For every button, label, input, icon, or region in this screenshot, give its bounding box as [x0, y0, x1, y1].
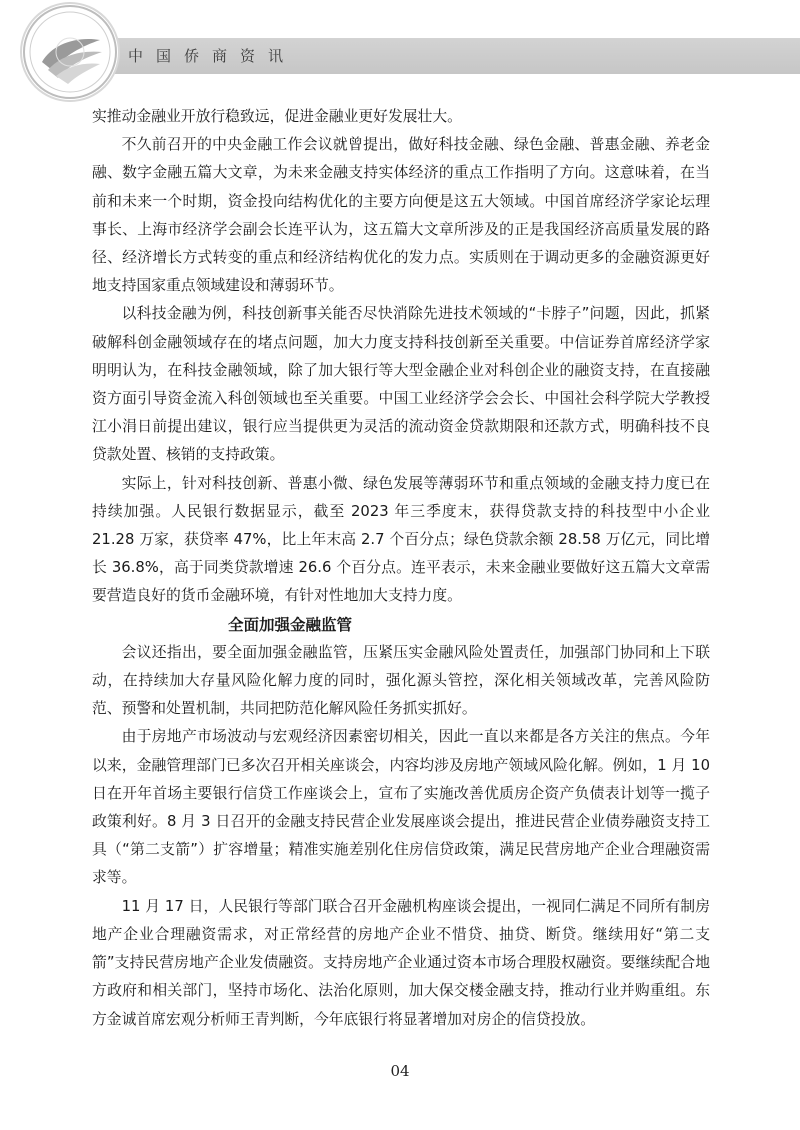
header-title: 中国侨商资讯	[128, 47, 297, 65]
paragraph-continuation: 实推动金融业开放行稳致远，促进金融业更好发展壮大。	[92, 108, 462, 125]
paragraph: 会议还指出，要全面加强金融监管，压紧压实金融风险处置责任，加强部门协同和上下联动，在持续加大存量风险化解力度的同时，强化源头管控，深化相关领域改革，完善风险防范、预警和处置机制，共同把防范化解风险任务抓实抓好。	[92, 643, 710, 718]
article-body	[92, 103, 710, 1034]
page-number: 04	[390, 1062, 410, 1080]
logo-emblem-icon	[22, 4, 118, 100]
section-heading: 全面加强金融监管	[228, 615, 353, 634]
paragraph: 11 月 17 日，人民银行等部门联合召开金融机构座谈会提出，一视同仁满足不同所有制房地产企业合理融资需求，对正常经营的房地产企业不惜贷、抽贷、断贷。继续用好“第二支箭”支持民营房地产企业发债融资。支持房地产企业通过资本市场合理股权融资。要继续配合地方政府和相关部门，坚持市场化、法治化原则，加大保交楼金融支持，推动行业并购重组。东方金诚首席宏观分析师王青判断，今年底银行将显著增加对房企的信贷投放。	[92, 897, 710, 1028]
paragraph: 以科技金融为例，科技创新事关能否尽快消除先进技术领域的“卡脖子”问题，因此，抓紧破解科创金融领域存在的堵点问题，加大力度支持科技创新至关重要。中信证券首席经济学家明明认为，在科技金融领域，除了加大银行等大型金融企业对科创企业的融资支持，在直接融资方面引导资金流入科创领域也至关重要。中国工业经济学会会长、中国社会科学院大学教授江小涓日前提出建议，银行应当提供更为灵活的流动资金贷款期限和还款方式，明确科技不良贷款处置、核销的支持政策。	[92, 305, 710, 464]
paragraph: 由于房地产市场波动与宏观经济因素密切相关，因此一直以来都是各方关注的焦点。今年以来，金融管理部门已多次召开相关座谈会，内容均涉及房地产领域风险化解。例如，1 月 10 日在开年首场主要银行信贷工作座谈会上，宣布了实施改善优质房企资产负债表计划等一揽子政策利好。8 月 3 日召开的金融支持民营企业发展座谈会提出，推进民营企业债券融资支持工具（“第二支箭”）扩容增量；精准实施差别化住房信贷政策，满足民营房地产企业合理融资需求等。	[92, 728, 710, 887]
paragraph: 不久前召开的中央金融工作会议就曾提出，做好科技金融、绿色金融、普惠金融、养老金融、数字金融五篇大文章，为未来金融支持实体经济的重点工作指明了方向。这意味着，在当前和未来一个时期，资金投向结构优化的主要方向便是这五大领域。中国首席经济学家论坛理事长、上海市经济学会副会长连平认为，这五篇大文章所涉及的正是我国经济高质量发展的路径、经济增长方式转变的重点和经济结构优化的发力点。实质则在于调动更多的金融资源更好地支持国家重点领域建设和薄弱环节。	[92, 136, 710, 295]
paragraph: 实际上，针对科技创新、普惠小微、绿色发展等薄弱环节和重点领域的金融支持力度已在持续加强。人民银行数据显示，截至 2023 年三季度末，获得贷款支持的科技型中小企业 21.28 万家，获贷率 47%，比上年末高 2.7 个百分点；绿色贷款余额 28.58 万亿元，同比增长 36.8%，高于同类贷款增速 26.6 个百分点。连平表示，未来金融业要做好这五篇大文章需要营造良好的货币金融环境，有针对性地加大支持力度。	[92, 474, 710, 605]
logo	[22, 4, 118, 100]
